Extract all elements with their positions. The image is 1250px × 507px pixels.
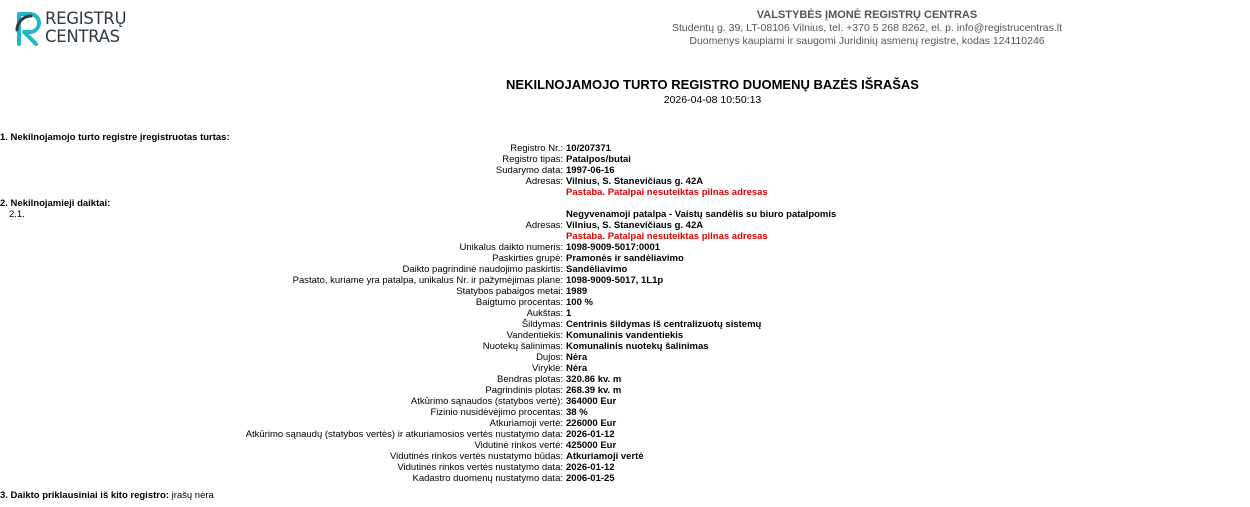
field-row [0, 242, 1250, 253]
logo-text-line1: REGISTRŲ [45, 9, 127, 28]
organization-info [640, 9, 1094, 48]
field-label: Baigtumo procentas: [475, 297, 563, 308]
field-row [0, 308, 1250, 319]
field-label [0, 231, 563, 242]
field-label: Pastato, kuriame yra patalpa, unikalus Nr. ir pažymėjimas plane: [292, 275, 563, 286]
field-value: 1098-9009-5017:0001 [566, 242, 661, 253]
field-row [0, 253, 1250, 264]
field-value: 1989 [566, 286, 588, 297]
field-row [0, 154, 1250, 165]
section2-item-number: 2.1. [9, 209, 25, 220]
field-value: Negyvenamoji patalpa - Vaistų sandėlis su biuro patalpomis [566, 209, 837, 220]
document-datetime: 2026-04-08 10:50:13 [663, 94, 762, 106]
field-row [0, 374, 1250, 385]
logo-text-line2: CENTRAS [45, 27, 120, 46]
field-value: Komunalinis vandentiekis [566, 330, 684, 341]
field-row [0, 385, 1250, 396]
field-row [0, 275, 1250, 286]
field-label: Atkūrimo sąnaudų (statybos vertės) ir atkuriamosios vertės nustatymo data: [245, 429, 563, 440]
field-label: Daikto pagrindinė naudojimo paskirtis: [402, 264, 563, 275]
section1-heading: 1. Nekilnojamojo turto registre įregistruotas turtas: [0, 132, 230, 143]
field-label [0, 187, 563, 198]
field-value: 1997-06-16 [566, 165, 615, 176]
field-value: 2006-01-25 [566, 473, 615, 484]
field-value: 1 [566, 308, 572, 319]
field-label: Paskirties grupė: [492, 253, 563, 264]
field-value: Atkuriamoji vertė [566, 451, 644, 462]
field-row [0, 352, 1250, 363]
field-value: 364000 Eur [566, 396, 617, 407]
field-row [0, 297, 1250, 308]
field-label: Registro Nr.: [510, 143, 563, 154]
field-value: Komunalinis nuotekų šalinimas [566, 341, 709, 352]
organization-address: Studentų g. 39, LT-08106 Vilnius, tel. +370 5 268 8262, el. p. info@registrucentras.lt [672, 22, 1062, 34]
field-label: Registro tipas: [502, 154, 563, 165]
field-row [0, 473, 1250, 484]
field-label: Statybos pabaigos metai: [456, 286, 563, 297]
field-label: Aukštas: [526, 308, 563, 319]
field-label: Viryklė: [532, 363, 563, 374]
field-row [0, 363, 1250, 374]
field-label: Sudarymo data: [495, 165, 563, 176]
field-value: 10/207371 [566, 143, 611, 154]
section3 [0, 490, 214, 501]
field-value: Nėra [566, 352, 588, 363]
logo-mark-icon [14, 10, 44, 46]
field-value: 268.39 kv. m [566, 385, 622, 396]
field-note: Pastaba. Patalpai nesuteiktas pilnas adresas [566, 231, 768, 242]
section2-heading: 2. Nekilnojamieji daiktai: [0, 198, 111, 209]
field-value: Patalpos/butai [566, 154, 631, 165]
field-label: Vidutinės rinkos vertės nustatymo data: [397, 462, 563, 473]
field-row [0, 220, 1250, 231]
section3-heading: 3. Daikto priklausiniai iš kito registro: [0, 490, 169, 501]
field-row [0, 407, 1250, 418]
registru-centras-logo [14, 8, 134, 50]
field-value: Pramonės ir sandėliavimo [566, 253, 684, 264]
field-row [0, 165, 1250, 176]
field-note: Pastaba. Patalpai nesuteiktas pilnas adresas [566, 187, 768, 198]
field-row [0, 429, 1250, 440]
field-label: Vandentiekis: [506, 330, 563, 341]
field-row [0, 418, 1250, 429]
section1-rows [0, 143, 1250, 198]
organization-name: VALSTYBĖS ĮMONĖ REGISTRŲ CENTRAS [756, 9, 978, 21]
field-value: 2026-01-12 [566, 462, 615, 473]
field-value: 425000 Eur [566, 440, 617, 451]
field-row [0, 286, 1250, 297]
field-value: Nėra [566, 363, 588, 374]
field-label: Bendras plotas: [496, 374, 563, 385]
field-row [0, 341, 1250, 352]
field-label: Adresas: [525, 220, 563, 231]
field-label: Vidutinės rinkos vertės nustatymo būdas: [389, 451, 563, 462]
field-label: Atkuriamoji vertė: [489, 418, 563, 429]
field-row [0, 231, 1250, 242]
field-value: 38 % [566, 407, 588, 418]
field-value: 320.86 kv. m [566, 374, 622, 385]
field-row [0, 330, 1250, 341]
field-row [0, 264, 1250, 275]
field-value: 2026-01-12 [566, 429, 615, 440]
field-label: Pagrindinis plotas: [485, 385, 563, 396]
field-row [0, 143, 1250, 154]
field-value: Sandėliavimo [566, 264, 628, 275]
field-value: 100 % [566, 297, 593, 308]
section3-text: įrašų nėra [171, 490, 214, 501]
organization-note: Duomenys kaupiami ir saugomi Juridinių asmenų registre, kodas 124110246 [689, 35, 1045, 47]
field-row [0, 462, 1250, 473]
document-title: NEKILNOJAMOJO TURTO REGISTRO DUOMENŲ BAZĖS IŠRAŠAS [506, 77, 919, 92]
field-label: Kadastro duomenų nustatymo data: [412, 473, 563, 484]
field-label: Vidutinė rinkos vertė: [474, 440, 563, 451]
field-row [0, 319, 1250, 330]
field-row [0, 451, 1250, 462]
field-value: Vilnius, S. Stanevičiaus g. 42A [566, 176, 704, 187]
field-value: 1098-9009-5017, 1L1p [566, 275, 664, 286]
field-label: Adresas: [525, 176, 563, 187]
field-label: Šildymas: [521, 319, 563, 330]
field-row [0, 440, 1250, 451]
field-label: Nuotekų šalinimas: [482, 341, 563, 352]
field-label: Atkūrimo sąnaudos (statybos vertė): [410, 396, 563, 407]
field-label: Dujos: [536, 352, 563, 363]
field-value: Centrinis šildymas iš centralizuotų sistemų [566, 319, 762, 330]
field-value: 226000 Eur [566, 418, 617, 429]
field-label [0, 209, 563, 220]
field-label: Fizinio nusidėvėjimo procentas: [430, 407, 563, 418]
field-label: Unikalus daikto numeris: [459, 242, 563, 253]
field-value: Vilnius, S. Stanevičiaus g. 42A [566, 220, 704, 231]
field-row [0, 176, 1250, 187]
section2-rows [0, 209, 1250, 484]
field-row [0, 187, 1250, 198]
field-row [0, 209, 1250, 220]
field-row [0, 396, 1250, 407]
